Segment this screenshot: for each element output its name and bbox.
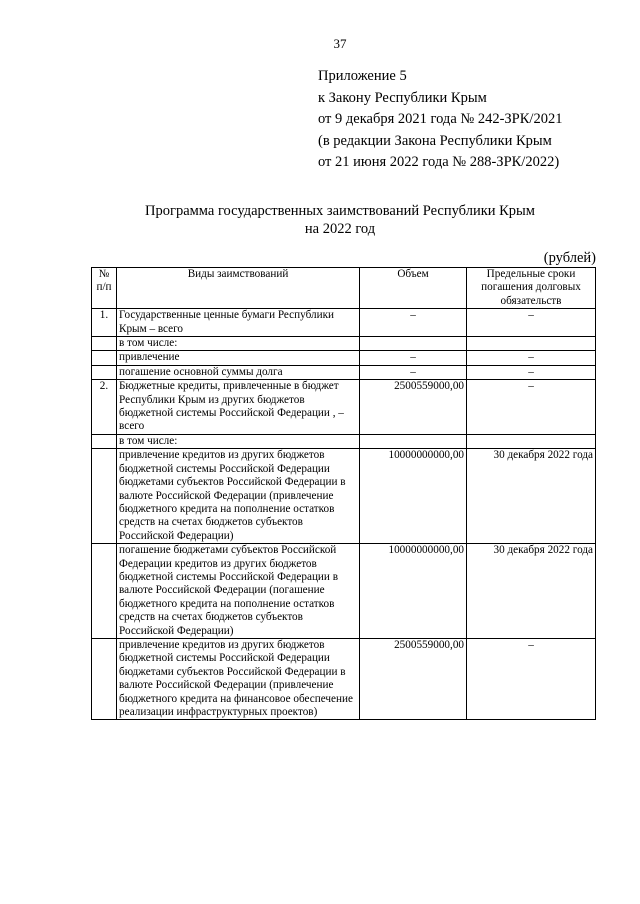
row-kind: Бюджетные кредиты, привлеченные в бюджет Республики Крым из других бюджетов бюджетной системы Российской Федерации , – всего (117, 380, 360, 435)
row-kind: привлечение (117, 351, 360, 365)
row-number (92, 638, 117, 719)
table-header-row (92, 268, 596, 309)
row-volume (360, 434, 467, 448)
appendix-line: к Закону Республики Крым (318, 89, 487, 106)
row-volume: 2500559000,00 (360, 638, 467, 719)
appendix-line: (в редакции Закона Республики Крым (318, 132, 552, 149)
row-volume (360, 337, 467, 351)
table-row (92, 351, 596, 365)
row-term: – (467, 365, 596, 379)
document-title (40, 202, 640, 238)
row-volume: 2500559000,00 (360, 380, 467, 435)
row-kind: Государственные ценные бумаги Республики Крым – всего (117, 309, 360, 337)
table-row (92, 380, 596, 435)
row-term: – (467, 351, 596, 365)
appendix-line: Приложение 5 (318, 68, 407, 84)
row-term: 30 декабря 2022 года (467, 544, 596, 639)
row-number (92, 365, 117, 379)
table-row (92, 309, 596, 337)
page-number: 37 (333, 36, 347, 51)
table-row (92, 638, 596, 719)
header-kind: Виды заимствований (117, 268, 360, 309)
row-volume: – (360, 351, 467, 365)
row-kind: погашение основной суммы долга (117, 365, 360, 379)
table-row (92, 337, 596, 351)
appendix-line: от 9 декабря 2021 года № 242-ЗРК/2021 (318, 111, 563, 127)
borrowings-table (91, 267, 596, 720)
document-title-line-1: Программа государственных заимствований Республики Крым (145, 203, 535, 219)
row-number (92, 337, 117, 351)
row-term: 30 декабря 2022 года (467, 449, 596, 544)
row-number: 2. (92, 380, 117, 435)
table-row (92, 365, 596, 379)
appendix-block (318, 66, 628, 174)
table-row (92, 449, 596, 544)
row-term (467, 434, 596, 448)
row-number (92, 449, 117, 544)
header-volume: Объем (360, 268, 467, 309)
row-number (92, 544, 117, 639)
row-kind: погашение бюджетами субъектов Российской Федерации кредитов из других бюджетов бюджетной системы Российской Федерации в валюте Российской Федерации (погашение бюджетного кредита на пополнение остатков средств на счетах бюджетов субъектов Российской Федерации) (117, 544, 360, 639)
row-volume: – (360, 309, 467, 337)
header-number: № п/п (92, 268, 117, 309)
table-row (92, 544, 596, 639)
header-term: Предельные сроки погашения долговых обязательств (467, 268, 596, 309)
row-volume: 10000000000,00 (360, 544, 467, 639)
row-term (467, 337, 596, 351)
table-row (92, 434, 596, 448)
row-number: 1. (92, 309, 117, 337)
row-kind: привлечение кредитов из других бюджетов бюджетной системы Российской Федерации бюджетами субъектов Российской Федерации в валюте Российской Федерации (привлечение бюджетного кредита на финансовое обеспечение реализации инфраструктурных проектов) (117, 638, 360, 719)
row-kind: привлечение кредитов из других бюджетов бюджетной системы Российской Федерации бюджетами субъектов Российской Федерации в валюте Российской Федерации (привлечение бюджетного кредита на пополнение остатков средств на счетах бюджетов субъектов Российской Федерации) (117, 449, 360, 544)
units-label: (рублей) (543, 250, 596, 266)
row-volume: 10000000000,00 (360, 449, 467, 544)
row-term: – (467, 380, 596, 435)
document-title-line-2: на 2022 год (304, 221, 376, 237)
row-number (92, 434, 117, 448)
appendix-line: от 21 июня 2022 года № 288-ЗРК/2022) (318, 154, 560, 170)
row-kind: в том числе: (117, 337, 360, 351)
row-number (92, 351, 117, 365)
row-volume: – (360, 365, 467, 379)
row-kind: в том числе: (117, 434, 360, 448)
row-term: – (467, 638, 596, 719)
row-term: – (467, 309, 596, 337)
